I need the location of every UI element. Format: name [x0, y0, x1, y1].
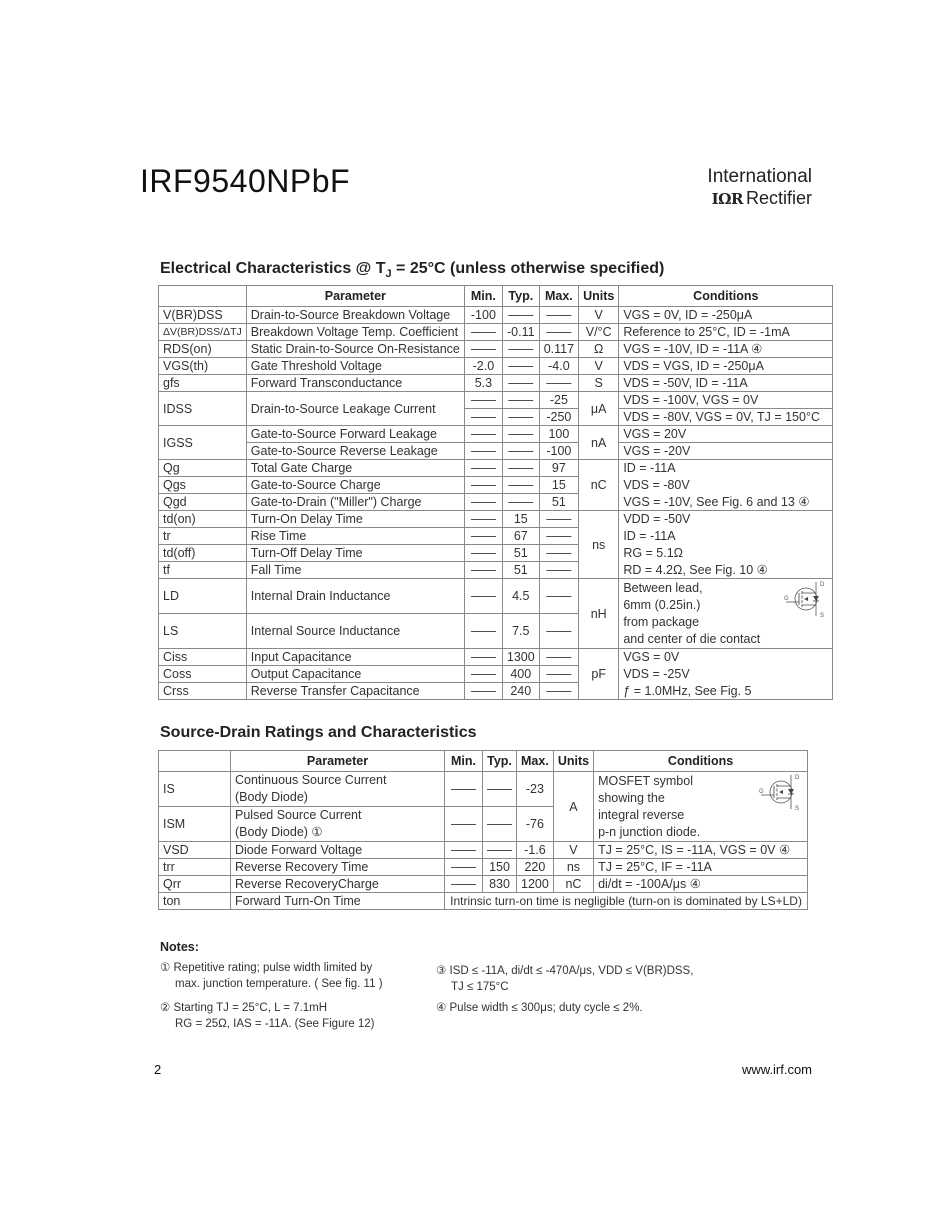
conditions: VGS = 20V: [619, 426, 833, 443]
min: ——: [464, 426, 502, 443]
parameter: Turn-On Delay Time: [246, 511, 464, 528]
website-link[interactable]: www.irf.com: [741, 1062, 812, 1077]
conditions: RD = 4.2Ω, See Fig. 10 ④: [619, 562, 833, 579]
table-row: [159, 683, 833, 700]
parameter: Reverse Transfer Capacitance: [246, 683, 464, 700]
conditions: VDS = -50V, ID = -11A: [619, 375, 833, 392]
table-row: [159, 893, 808, 910]
note-1: [160, 960, 383, 992]
max: 51: [539, 494, 578, 511]
min: ——: [464, 392, 502, 409]
table-row: [159, 528, 833, 545]
conditions: VGS = -10V, See Fig. 6 and 13 ④: [619, 494, 833, 511]
header-row: [159, 286, 833, 307]
max: ——: [539, 562, 578, 579]
parameter: Rise Time: [246, 528, 464, 545]
max: -4.0: [539, 358, 578, 375]
typ: 830: [483, 876, 517, 893]
conditions: VGS = 0V, ID = -250μA: [619, 307, 833, 324]
max: 0.117: [539, 341, 578, 358]
min: ——: [464, 341, 502, 358]
typ: ——: [502, 392, 539, 409]
max: 1200: [517, 876, 554, 893]
max: ——: [539, 528, 578, 545]
max: ——: [539, 683, 578, 700]
cond-line: and center of die contact: [623, 632, 761, 646]
typ: 240: [502, 683, 539, 700]
conditions: VDS = -80V, VGS = 0V, TJ = 150°C: [619, 409, 833, 426]
symbol: td(on): [159, 511, 247, 528]
parameter: Fall Time: [246, 562, 464, 579]
electrical-characteristics-table: [158, 285, 833, 700]
cond-line: integral reverse: [598, 807, 685, 822]
symbol: LS: [159, 614, 247, 649]
symbol: RDS(on): [159, 341, 247, 358]
symbol: Coss: [159, 666, 247, 683]
min: ——: [464, 545, 502, 562]
typ: 150: [483, 859, 517, 876]
units: V: [579, 358, 619, 375]
max: ——: [539, 511, 578, 528]
min: -100: [464, 307, 502, 324]
min: ——: [464, 409, 502, 426]
conditions: [619, 579, 833, 649]
logo-mark: IΩR: [711, 190, 743, 208]
symbol: IGSS: [159, 426, 247, 460]
symbol: Ciss: [159, 649, 247, 666]
max: 15: [539, 477, 578, 494]
table-row: [159, 579, 833, 614]
svg-text:D: D: [795, 774, 800, 781]
typ: 4.5: [502, 579, 539, 614]
typ: ——: [502, 460, 539, 477]
symbol: IDSS: [159, 392, 247, 426]
header-conditions: Conditions: [594, 751, 808, 772]
min: ——: [464, 666, 502, 683]
typ: ——: [502, 358, 539, 375]
table-row: [159, 460, 833, 477]
svg-text:D: D: [820, 582, 825, 588]
conditions: VDS = VGS, ID = -250μA: [619, 358, 833, 375]
units: Ω: [579, 341, 619, 358]
max: -25: [539, 392, 578, 409]
logo-line2: [700, 188, 812, 209]
conditions: VGS = -20V: [619, 443, 833, 460]
max: 97: [539, 460, 578, 477]
symbol: IS: [159, 772, 231, 807]
typ: ——: [502, 426, 539, 443]
header-units: Units: [579, 286, 619, 307]
max: -1.6: [517, 842, 554, 859]
conditions: VDS = -100V, VGS = 0V: [619, 392, 833, 409]
table-row: [159, 859, 808, 876]
min: ——: [445, 859, 483, 876]
cond-line: 6mm (0.25in.): [623, 598, 701, 612]
symbol: VSD: [159, 842, 231, 859]
company-logo: [700, 166, 812, 209]
source-drain-table: [158, 750, 808, 910]
typ: ——: [502, 375, 539, 392]
conditions: VDS = -25V: [619, 666, 833, 683]
symbol: Crss: [159, 683, 247, 700]
min: ——: [445, 876, 483, 893]
table-row: [159, 666, 833, 683]
typ: ——: [502, 307, 539, 324]
table-row: [159, 494, 833, 511]
conditions: RG = 5.1Ω: [619, 545, 833, 562]
conditions: TJ = 25°C, IF = -11A: [594, 859, 808, 876]
header-symbol: [159, 751, 231, 772]
min: 5.3: [464, 375, 502, 392]
typ: 51: [502, 562, 539, 579]
typ: 1300: [502, 649, 539, 666]
table-row: [159, 511, 833, 528]
min: ——: [445, 772, 483, 807]
mosfet-symbol-icon: [784, 580, 828, 618]
symbol: Qg: [159, 460, 247, 477]
symbol: Qgd: [159, 494, 247, 511]
note-2-line2: RG = 25Ω, IAS = -11A. (See Figure 12): [175, 1018, 375, 1030]
max: ——: [539, 324, 578, 341]
typ: 400: [502, 666, 539, 683]
min: ——: [464, 511, 502, 528]
logo-line1: International: [707, 166, 812, 187]
max: ——: [539, 545, 578, 562]
note-4: [436, 1000, 643, 1016]
typ: -0.11: [502, 324, 539, 341]
parameter: Total Gate Charge: [246, 460, 464, 477]
page-number: 2: [154, 1062, 162, 1077]
cond-line: from package: [623, 615, 700, 629]
table-row: [159, 477, 833, 494]
table-row: [159, 341, 833, 358]
conditions: TJ = 25°C, IS = -11A, VGS = 0V ④: [594, 842, 808, 859]
table-row: [159, 324, 833, 341]
parameter: Output Capacitance: [246, 666, 464, 683]
units: V/°C: [579, 324, 619, 341]
table-row: [159, 443, 833, 460]
typ: ——: [502, 409, 539, 426]
min: ——: [445, 807, 483, 842]
param-line: Pulsed Source Current: [235, 808, 362, 822]
header-units: Units: [553, 751, 593, 772]
symbol: tr: [159, 528, 247, 545]
max: -250: [539, 409, 578, 426]
symbol: td(off): [159, 545, 247, 562]
parameter: Internal Drain Inductance: [246, 579, 464, 614]
min: ——: [464, 324, 502, 341]
typ: ——: [483, 772, 517, 807]
note-3: [436, 963, 693, 995]
header-typ: Typ.: [483, 751, 517, 772]
min: ——: [464, 562, 502, 579]
units: nA: [579, 426, 619, 460]
max: -23: [517, 772, 554, 807]
parameter: Input Capacitance: [246, 649, 464, 666]
parameter: Gate-to-Drain ("Miller") Charge: [246, 494, 464, 511]
max: -76: [517, 807, 554, 842]
logo-rectifier: Rectifier: [745, 188, 812, 208]
max: ——: [539, 307, 578, 324]
parameter: Drain-to-Source Breakdown Voltage: [246, 307, 464, 324]
typ: 15: [502, 511, 539, 528]
cond-line: MOSFET symbol: [598, 773, 693, 788]
table-row: [159, 358, 833, 375]
conditions: [594, 772, 808, 842]
param-line: Continuous Source Current: [235, 773, 387, 787]
parameter: Forward Turn-On Time: [231, 893, 445, 910]
table-row: [159, 876, 808, 893]
header-parameter: Parameter: [231, 751, 445, 772]
min: ——: [464, 494, 502, 511]
units: V: [579, 307, 619, 324]
min: ——: [464, 649, 502, 666]
note-3-line2: TJ ≤ 175°C: [451, 981, 509, 993]
mosfet-symbol-icon: [759, 773, 803, 811]
units: V: [553, 842, 593, 859]
conditions: VGS = 0V: [619, 649, 833, 666]
notes-title: Notes:: [160, 940, 199, 954]
min: -2.0: [464, 358, 502, 375]
symbol: V(BR)DSS: [159, 307, 247, 324]
symbol: ISM: [159, 807, 231, 842]
symbol: tf: [159, 562, 247, 579]
units: μA: [579, 392, 619, 426]
min: ——: [464, 477, 502, 494]
parameter: Gate-to-Source Charge: [246, 477, 464, 494]
min: ——: [464, 579, 502, 614]
parameter: Reverse Recovery Time: [231, 859, 445, 876]
header-parameter: Parameter: [246, 286, 464, 307]
parameter: Internal Source Inductance: [246, 614, 464, 649]
header-row: [159, 751, 808, 772]
header-max: Max.: [517, 751, 554, 772]
typ: ——: [483, 842, 517, 859]
table-row: [159, 649, 833, 666]
param-line: (Body Diode) ①: [235, 825, 323, 839]
header-symbol: [159, 286, 247, 307]
header-max: Max.: [539, 286, 578, 307]
typ: ——: [502, 443, 539, 460]
conditions: di/dt = -100A/μs ④: [594, 876, 808, 893]
header-min: Min.: [445, 751, 483, 772]
note-2: [160, 1000, 375, 1032]
symbol: ΔV(BR)DSS/ΔTJ: [159, 324, 247, 341]
min: ——: [464, 443, 502, 460]
typ: 67: [502, 528, 539, 545]
parameter: Drain-to-Source Leakage Current: [246, 392, 464, 426]
conditions: ID = -11A: [619, 460, 833, 477]
parameter: Breakdown Voltage Temp. Coefficient: [246, 324, 464, 341]
parameter: Forward Transconductance: [246, 375, 464, 392]
sd-title: Source-Drain Ratings and Characteristics: [160, 724, 477, 741]
parameter: Gate Threshold Voltage: [246, 358, 464, 375]
header-conditions: Conditions: [619, 286, 833, 307]
note-1-line1: ① Repetitive rating; pulse width limited by: [160, 962, 373, 974]
conditions: Reference to 25°C, ID = -1mA: [619, 324, 833, 341]
conditions: VDS = -80V: [619, 477, 833, 494]
svg-text:S: S: [820, 613, 825, 618]
header-min: Min.: [464, 286, 502, 307]
max: -100: [539, 443, 578, 460]
cond-line: showing the: [598, 790, 665, 805]
min: ——: [464, 614, 502, 649]
table-row: [159, 375, 833, 392]
note-3-line1: ③ ISD ≤ -11A, di/dt ≤ -470A/μs, VDD ≤ V(BR)DSS,: [436, 965, 694, 977]
table-row: [159, 562, 833, 579]
span-note: Intrinsic turn-on time is negligible (turn-on is dominated by LS+LD): [445, 893, 808, 910]
table-row: [159, 307, 833, 324]
symbol: VGS(th): [159, 358, 247, 375]
parameter: Diode Forward Voltage: [231, 842, 445, 859]
units: pF: [579, 649, 619, 700]
svg-text:G: G: [784, 596, 789, 602]
min: ——: [464, 683, 502, 700]
max: ——: [539, 375, 578, 392]
symbol: Qrr: [159, 876, 231, 893]
table-row: [159, 426, 833, 443]
units: ns: [579, 511, 619, 579]
svg-text:S: S: [795, 805, 800, 811]
conditions: ƒ = 1.0MHz, See Fig. 5: [619, 683, 833, 700]
parameter: Reverse RecoveryCharge: [231, 876, 445, 893]
note-1-line2: max. junction temperature. ( See fig. 11 ): [175, 978, 383, 990]
table-row: [159, 772, 808, 807]
min: ——: [445, 842, 483, 859]
svg-text:G: G: [759, 788, 764, 795]
units: S: [579, 375, 619, 392]
units: nC: [579, 460, 619, 511]
parameter: [231, 807, 445, 842]
max: ——: [539, 649, 578, 666]
conditions: ID = -11A: [619, 528, 833, 545]
symbol: trr: [159, 859, 231, 876]
parameter: [231, 772, 445, 807]
cond-line: p-n junction diode.: [598, 824, 701, 839]
max: ——: [539, 666, 578, 683]
typ: 51: [502, 545, 539, 562]
note-2-line1: ② Starting TJ = 25°C, L = 7.1mH: [160, 1002, 328, 1014]
parameter: Static Drain-to-Source On-Resistance: [246, 341, 464, 358]
table-row: [159, 545, 833, 562]
max: 220: [517, 859, 554, 876]
min: ——: [464, 528, 502, 545]
symbol: gfs: [159, 375, 247, 392]
units: nC: [553, 876, 593, 893]
header-typ: Typ.: [502, 286, 539, 307]
parameter: Gate-to-Source Forward Leakage: [246, 426, 464, 443]
units: A: [553, 772, 593, 842]
elec-title: Electrical Characteristics @ $T_J = 25^\circ C$ (unless otherwise specified): [160, 260, 665, 281]
symbol: ton: [159, 893, 231, 910]
max: 100: [539, 426, 578, 443]
conditions: VDD = -50V: [619, 511, 833, 528]
cond-line: Between lead,: [623, 581, 703, 595]
part-number: IRF9540NPbF: [140, 163, 351, 199]
units: nH: [579, 579, 619, 649]
conditions: VGS = -10V, ID = -11A ④: [619, 341, 833, 358]
typ: ——: [502, 341, 539, 358]
typ: ——: [502, 477, 539, 494]
symbol: LD: [159, 579, 247, 614]
symbol: Qgs: [159, 477, 247, 494]
max: ——: [539, 614, 578, 649]
parameter: Turn-Off Delay Time: [246, 545, 464, 562]
typ: ——: [483, 807, 517, 842]
note-4-line: ④ Pulse width ≤ 300μs; duty cycle ≤ 2%.: [436, 1002, 643, 1014]
parameter: Gate-to-Source Reverse Leakage: [246, 443, 464, 460]
param-line: (Body Diode): [235, 790, 308, 804]
table-row: [159, 392, 833, 409]
units: ns: [553, 859, 593, 876]
table-row: [159, 842, 808, 859]
typ: ——: [502, 494, 539, 511]
typ: 7.5: [502, 614, 539, 649]
max: ——: [539, 579, 578, 614]
min: ——: [464, 460, 502, 477]
